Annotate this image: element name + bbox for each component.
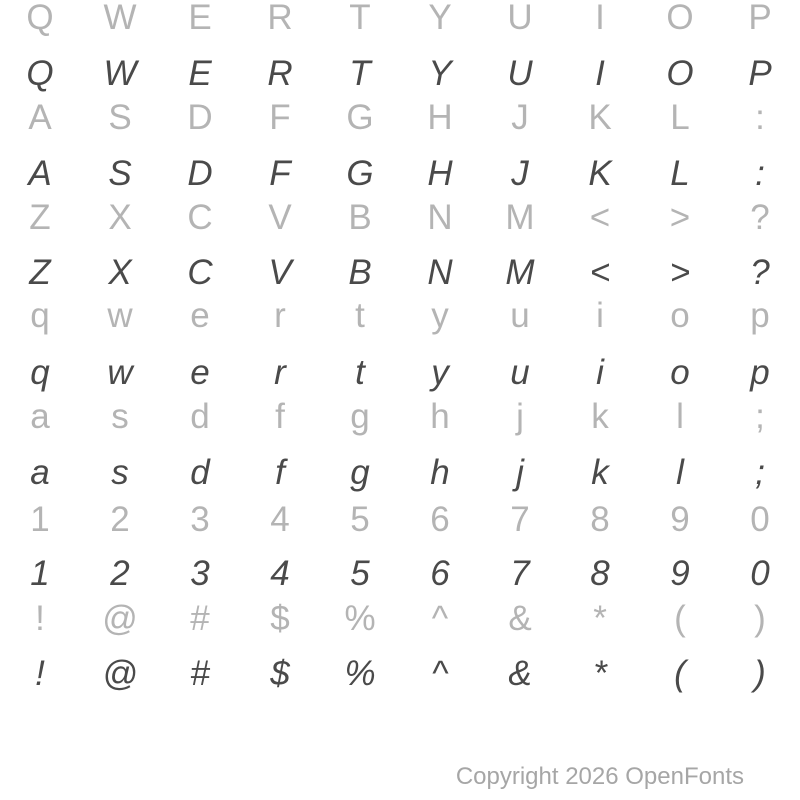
glyph-cell: B xyxy=(348,198,372,237)
glyph-cell: 6 xyxy=(430,500,450,539)
row-qwerty-upper-italic xyxy=(0,49,800,99)
glyph-cell: 2 xyxy=(110,554,130,593)
glyph-cell: d xyxy=(190,397,210,436)
glyph-cell: r xyxy=(274,296,286,335)
glyph-cell: k xyxy=(591,453,609,492)
row-digits-italic xyxy=(0,549,800,599)
glyph-cell: G xyxy=(346,154,374,193)
glyph-cell: S xyxy=(108,98,132,137)
glyph-cell: F xyxy=(269,98,291,137)
glyph-cell: ( xyxy=(674,654,686,693)
glyph-cell: q xyxy=(30,353,50,392)
glyph-cell: l xyxy=(676,453,684,492)
glyph-cell: 2 xyxy=(110,500,130,539)
glyph-cell: p xyxy=(750,353,770,392)
row-asdf-lower-italic xyxy=(0,448,800,498)
glyph-cell: ) xyxy=(754,654,766,693)
glyph-cell: ( xyxy=(674,599,686,638)
glyph-cell: u xyxy=(510,353,530,392)
glyph-cell: 1 xyxy=(30,500,50,539)
glyph-cell: I xyxy=(595,0,605,37)
glyph-cell: X xyxy=(108,198,132,237)
glyph-cell: K xyxy=(588,98,612,137)
glyph-cell: ! xyxy=(35,654,45,693)
glyph-cell: C xyxy=(187,198,213,237)
glyph-cell: ^ xyxy=(431,654,449,693)
glyph-cell: ^ xyxy=(431,599,449,638)
glyph-cell: > xyxy=(669,198,691,237)
glyph-cell: 8 xyxy=(590,500,610,539)
glyph-cell: $ xyxy=(270,654,290,693)
glyph-cell: g xyxy=(350,397,370,436)
glyph-cell: F xyxy=(269,154,291,193)
row-qwerty-lower-regular xyxy=(0,291,800,341)
glyph-cell: % xyxy=(344,654,376,693)
glyph-cell: & xyxy=(508,654,532,693)
copyright-text: Copyright 2026 OpenFonts xyxy=(455,763,744,790)
glyph-cell: q xyxy=(30,296,50,335)
glyph-cell: ! xyxy=(35,599,45,638)
glyph-cell: K xyxy=(588,154,612,193)
glyph-cell: 9 xyxy=(670,554,690,593)
glyph-cell: ? xyxy=(750,198,770,237)
glyph-cell: J xyxy=(511,98,529,137)
glyph-cell: 6 xyxy=(430,554,450,593)
glyph-cell: r xyxy=(274,353,286,392)
glyph-cell: t xyxy=(355,296,365,335)
glyph-cell: O xyxy=(666,0,694,37)
glyph-cell: s xyxy=(111,397,129,436)
glyph-cell: j xyxy=(516,397,524,436)
glyph-cell: E xyxy=(188,0,212,37)
glyph-cell: 1 xyxy=(30,554,50,593)
glyph-cell: N xyxy=(427,253,453,292)
glyph-cell: : xyxy=(755,154,765,193)
glyph-cell: O xyxy=(666,54,694,93)
glyph-cell: D xyxy=(187,98,213,137)
glyph-cell: 5 xyxy=(350,500,370,539)
glyph-cell: D xyxy=(187,154,213,193)
glyph-cell: u xyxy=(510,296,530,335)
glyph-cell: 4 xyxy=(270,554,290,593)
glyph-cell: L xyxy=(670,154,690,193)
glyph-cell: C xyxy=(187,253,213,292)
glyph-cell: d xyxy=(190,453,210,492)
glyph-cell: Q xyxy=(26,54,54,93)
glyph-cell: L xyxy=(670,98,690,137)
glyph-cell: s xyxy=(111,453,129,492)
row-qwerty-lower-italic xyxy=(0,348,800,398)
glyph-cell: ? xyxy=(750,253,770,292)
glyph-cell: A xyxy=(28,154,52,193)
glyph-cell: @ xyxy=(102,654,138,693)
glyph-cell: 0 xyxy=(750,554,770,593)
glyph-cell: w xyxy=(107,296,133,335)
glyph-cell: t xyxy=(355,353,365,392)
glyph-cell: ; xyxy=(755,397,765,436)
glyph-cell: f xyxy=(275,397,285,436)
glyph-cell: k xyxy=(591,397,609,436)
glyph-cell: 7 xyxy=(510,500,530,539)
glyph-cell: G xyxy=(346,98,374,137)
glyph-cell: $ xyxy=(270,599,290,638)
glyph-cell: R xyxy=(267,0,293,37)
glyph-cell: Q xyxy=(26,0,54,37)
glyph-cell: l xyxy=(676,397,684,436)
glyph-cell: a xyxy=(30,453,50,492)
glyph-cell: 3 xyxy=(190,554,210,593)
glyph-cell: 4 xyxy=(270,500,290,539)
row-symbols-regular xyxy=(0,594,800,644)
glyph-cell: j xyxy=(516,453,524,492)
glyph-cell: T xyxy=(349,0,371,37)
glyph-cell: % xyxy=(344,599,376,638)
glyph-cell: # xyxy=(190,599,210,638)
glyph-cell: i xyxy=(596,353,604,392)
glyph-cell: p xyxy=(750,296,770,335)
glyph-cell: 5 xyxy=(350,554,370,593)
glyph-cell: P xyxy=(748,0,772,37)
glyph-cell: e xyxy=(190,296,210,335)
glyph-cell: : xyxy=(755,98,765,137)
glyph-cell: o xyxy=(670,296,690,335)
glyph-cell: & xyxy=(508,599,532,638)
glyph-cell: > xyxy=(669,253,691,292)
glyph-cell: V xyxy=(268,253,292,292)
row-asdf-upper-italic xyxy=(0,149,800,199)
glyph-cell: Y xyxy=(428,54,452,93)
glyph-cell: R xyxy=(267,54,293,93)
glyph-cell: W xyxy=(103,0,137,37)
glyph-cell: < xyxy=(589,253,611,292)
glyph-cell: 7 xyxy=(510,554,530,593)
glyph-cell: B xyxy=(348,253,372,292)
glyph-cell: A xyxy=(28,98,52,137)
row-qwerty-upper-regular xyxy=(0,0,800,43)
glyph-cell: 0 xyxy=(750,500,770,539)
glyph-cell: ) xyxy=(754,599,766,638)
row-asdf-upper-regular xyxy=(0,93,800,143)
glyph-cell: 3 xyxy=(190,500,210,539)
glyph-cell: Z xyxy=(29,198,51,237)
glyph-cell: 8 xyxy=(590,554,610,593)
glyph-cell: f xyxy=(275,453,285,492)
glyph-cell: h xyxy=(430,397,450,436)
glyph-cell: # xyxy=(190,654,210,693)
glyph-cell: S xyxy=(108,154,132,193)
glyph-cell: i xyxy=(596,296,604,335)
glyph-cell: N xyxy=(427,198,453,237)
glyph-cell: H xyxy=(427,154,453,193)
glyph-cell: < xyxy=(589,198,611,237)
glyph-cell: U xyxy=(507,54,533,93)
glyph-cell: 9 xyxy=(670,500,690,539)
glyph-cell: P xyxy=(748,54,772,93)
glyph-cell: E xyxy=(188,54,212,93)
glyph-cell: M xyxy=(505,253,535,292)
glyph-cell: y xyxy=(431,296,449,335)
glyph-cell: g xyxy=(350,453,370,492)
glyph-cell: a xyxy=(30,397,50,436)
glyph-cell: ; xyxy=(755,453,765,492)
row-asdf-lower-regular xyxy=(0,392,800,442)
row-zxcv-upper-regular xyxy=(0,193,800,243)
glyph-cell: V xyxy=(268,198,292,237)
glyph-cell: e xyxy=(190,353,210,392)
glyph-cell: y xyxy=(431,353,449,392)
glyph-cell: M xyxy=(505,198,535,237)
glyph-cell: o xyxy=(670,353,690,392)
glyph-cell: X xyxy=(108,253,132,292)
glyph-cell: h xyxy=(430,453,450,492)
glyph-cell: W xyxy=(103,54,137,93)
glyph-cell: J xyxy=(511,154,529,193)
glyph-cell: I xyxy=(595,54,605,93)
glyph-cell: Y xyxy=(428,0,452,37)
glyph-cell: * xyxy=(593,599,607,638)
glyph-cell: H xyxy=(427,98,453,137)
glyph-cell: Z xyxy=(29,253,51,292)
row-digits-regular xyxy=(0,495,800,545)
glyph-cell: U xyxy=(507,0,533,37)
row-symbols-italic xyxy=(0,649,800,699)
glyph-cell: * xyxy=(593,654,607,693)
glyph-cell: w xyxy=(107,353,133,392)
glyph-cell: T xyxy=(349,54,371,93)
glyph-cell: @ xyxy=(102,599,138,638)
